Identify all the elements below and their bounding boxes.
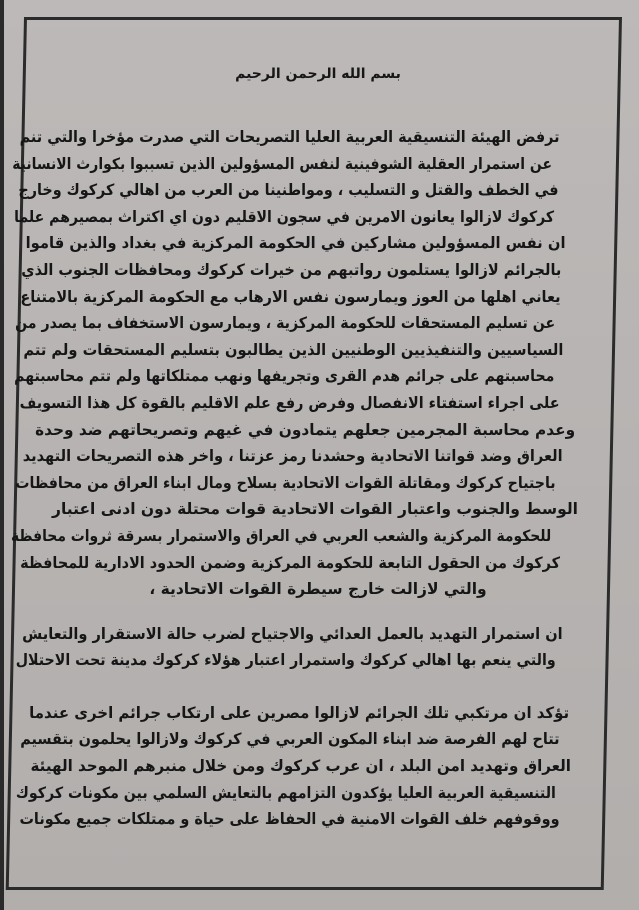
paragraph-1 (11, 124, 578, 603)
text-line: التنسيقية العربية العليا يؤكدون التزامهم بالتعايش السلمي بين مكونات كركوك (15, 783, 556, 802)
text-line: ان نفس المسؤولين مشاركين في الحكومة المركزية في بغداد والذين قاموا (25, 234, 566, 253)
text-line: السياسيين والتنفيذيين الوطنيين الذين يطالبون بتسليم المستحقات ولم تتم (23, 340, 564, 359)
paragraph-2 (15, 621, 578, 674)
text-line: للحكومة المركزية والشعب العربي في العراق والاستمرار بسرقة ثروات محافظة (11, 526, 552, 545)
text-line: عن تسليم المستحقات للحكومة المركزية ، ويمارسون الاستخفاف بما يصدر من (15, 314, 556, 333)
text-line: الوسط والجنوب واعتبار القوات الاتحادية قوات محتلة دون ادنى اعتبار (52, 500, 578, 519)
text-line: تؤكد ان مرتكبي تلك الجرائم لازالوا مصرين على ارتكاب جرائم اخرى عندما (29, 703, 570, 722)
text-line: ان استمرار التهديد بالعمل العدائي والاجتياح لضرب حالة الاستقرار والتعايش (22, 624, 563, 643)
text-line: ووقوفهم خلف القوات الامنية في الحفاظ على حياة و ممتلكات جميع مكونات (19, 810, 560, 829)
text-line: والتي ينعم بها اهالي كركوك واستمرار اعتبار هؤلاء كركوك مدينة تحت الاحتلال (15, 651, 556, 670)
text-line: عن استمرار العقلية الشوفينية لنفس المسؤولين الذين تسببوا بكوارث الانسانية (12, 154, 552, 173)
text-line: ترفض الهيئة التنسيقية العربية العليا التصريحات التي صدرت مؤخرا والتي تنم (19, 128, 560, 146)
basmala-heading: بسم الله الرحمن الرحيم (235, 66, 401, 82)
text-line: تتاح لهم الفرصة ضد ابناء المكون العربي في كركوك ولازالوا يحلمون بتقسيم (20, 730, 560, 749)
text-line: كركوك من الحقول التابعة للحكومة المركزية وضمن الحدود الادارية للمحافظة (20, 553, 561, 572)
text-line: في الخطف والقتل و التسليب ، ومواطنينا من العرب من اهالي كركوك وخارج (18, 181, 559, 200)
document-body (11, 64, 578, 833)
photo-edge (0, 0, 4, 910)
text-line: على اجراء استفتاء الانفصال وفرض رفع علم الاقليم بالقوة كل هذا التسويف (19, 393, 560, 412)
text-line: بالجرائم لازالوا يستلمون رواتبهم من خيرات كركوك ومحافظات الجنوب الذي (21, 260, 562, 279)
text-line: باجتياح كركوك ومقاتلة القوات الاتحادية بسلاح ومال ابناء العراق من محافظات (15, 473, 556, 492)
text-line: كركوك لازالوا يعانون الامرين في سجون الاقليم دون اي اكتراث بمصيرهم علما (14, 207, 555, 226)
text-line: محاسبتهم على جرائم هدم القرى وتجريفها ونهب ممتلكاتها ولم تتم محاسبتهم (14, 367, 555, 386)
text-line: العراق وتهديد امن البلد ، ان عرب كركوك ومن خلال منبرهم الموحد الهيئة (30, 757, 571, 776)
text-line: يعاني اهلها من العوز ويمارسون نفس الارهاب مع الحكومة المركزية بالامتناع (20, 287, 561, 306)
text-line: والتي لازالت خارج سيطرة القوات الاتحادية ، (149, 580, 487, 599)
text-line: وعدم محاسبة المجرمين جعلهم يتمادون في غيهم وتصريحاتهم ضد وحدة (35, 420, 576, 439)
paragraph-3 (15, 700, 578, 833)
text-line: العراق وضد قواتنا الاتحادية وحشدنا رمز عزتنا ، واخر هذه التصريحات التهديد (22, 447, 563, 466)
